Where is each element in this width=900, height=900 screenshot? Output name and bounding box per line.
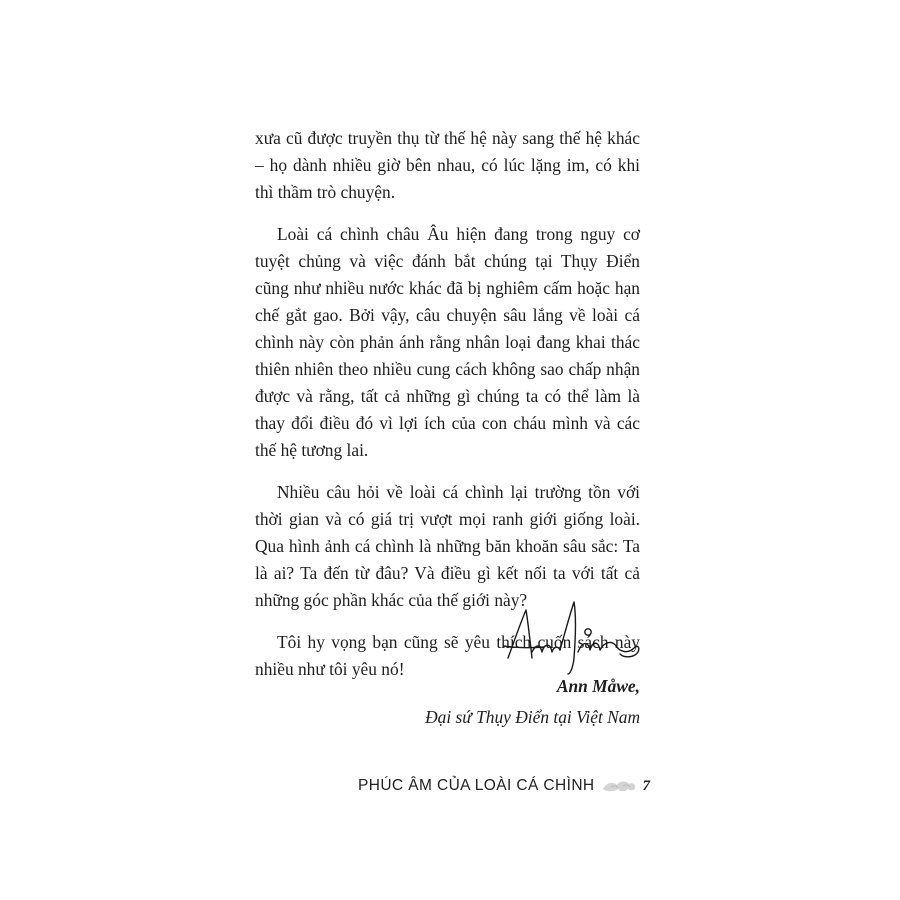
handwritten-signature <box>500 596 645 676</box>
cloud-swirl-icon <box>601 776 637 796</box>
paragraph-2: Loài cá chình châu Âu hiện đang trong nguy cơ tuyệt chủng và việc đánh bắt chúng tại Thụy Điển cũng như nhiều nước khác đã bị nghiêm cấm hoặc hạn chế gắt gao. Bởi vậy, câu chuyện sâu lắng về loài cá chình này còn phản ánh rằng nhân loại đang khai thác thiên nhiên theo nhiều cung cách không sao chấp nhận được và rằng, tất cả những gì chúng ta có thể làm là thay đổi điều đó vì lợi ích của con cháu mình và các thế hệ tương lai. <box>255 224 640 460</box>
page-footer <box>358 772 650 800</box>
page-number: 7 <box>642 777 651 794</box>
author-name: Ann Måwe, <box>556 676 640 696</box>
author-title: Đại sứ Thụy Điển tại Việt Nam <box>425 707 640 727</box>
paragraph-1: xưa cũ được truyền thụ từ thế hệ này sang thế hệ khác – họ dành nhiều giờ bên nhau, có lúc lặng im, có khi thì thầm trò chuyện. <box>255 128 640 202</box>
paragraph-4: Tôi hy vọng bạn cũng sẽ yêu thích cuốn sách này nhiều như tôi yêu nó! <box>255 632 640 679</box>
paragraph-3: Nhiều câu hỏi về loài cá chình lại trường tồn với thời gian và có giá trị vượt mọi ranh giới giống loài. Qua hình ảnh cá chình là những băn khoăn sâu sắc: Ta là ai? Ta đến từ đâu? Và điều gì kết nối ta với tất cả những góc phần khác của thế giới này? <box>255 482 640 610</box>
running-head: PHÚC ÂM CỦA LOÀI CÁ CHÌNH <box>358 777 595 794</box>
